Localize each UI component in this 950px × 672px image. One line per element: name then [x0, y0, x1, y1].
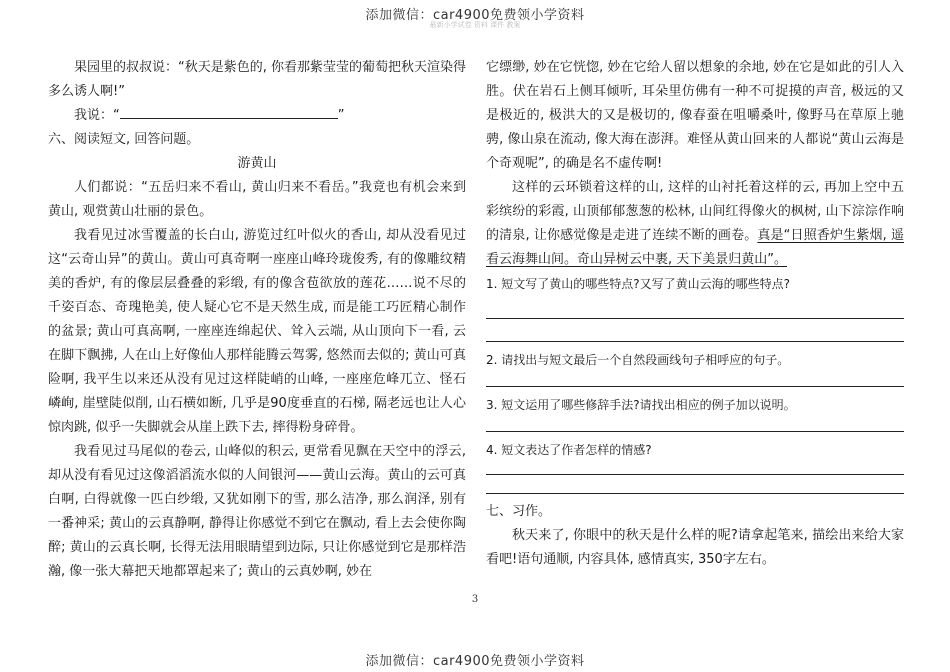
question-2: 2. 请找出与短文最后一个自然段画线句子相呼应的句子。	[486, 353, 790, 367]
question-3: 3. 短文运用了哪些修辞手法?请找出相应的例子加以说明。	[486, 398, 796, 412]
answer-blank[interactable]	[120, 104, 338, 119]
fill-prefix: 我说：“	[74, 108, 120, 123]
question-4: 4. 短文表达了作者怎样的情感?	[486, 443, 652, 457]
answer-line-1a[interactable]	[486, 318, 904, 319]
article-paragraph-4	[486, 176, 904, 272]
fill-suffix: ”	[337, 108, 345, 123]
answer-line-4a[interactable]	[486, 474, 904, 475]
page-number: 3	[471, 594, 479, 605]
question-1: 1. 短文写了黄山的哪些特点?又写了黄山云海的哪些特点?	[486, 277, 791, 291]
paragraph-4-text: 这样的云环锁着这样的山, 这样的山衬托着这样的云, 再加上空中五彩缤纷的彩霞, 山顶郁郁葱葱的松林, 山间红得像火的枫树, 山下淙淙作响的清泉, 让你感觉像是走进了连续不断的画卷。	[486, 180, 904, 243]
section-seven-heading: 七、习作。	[486, 504, 552, 519]
writing-prompt: 秋天来了, 你眼中的秋天是什么样的呢?请拿起笔来, 描绘出来给大家看吧!语句通顺, 内容具体, 感情真实, 350字左右。	[486, 528, 904, 567]
section-six-heading: 六、阅读短文, 回答问题。	[48, 132, 200, 147]
article-title: 游黄山	[237, 156, 277, 171]
fill-in-line	[48, 104, 466, 128]
article-paragraph-3: 我看见过马尾似的卷云, 山峰似的积云, 更常看见飘在天空中的浮云, 却从没有看见过这像滔滔流水似的人间银河——黄山云海。黄山的云可真白啊, 白得就像一匹白纱缎, 又犹如刚下的雪, 那么洁净, 那么润泽, 别有一番神采; 黄山的云真静啊, 静得让你感觉不到它在飘动, 看上去会使你陶醉; 黄山的云真长啊, 长得无法用眼睛望到边际, 只让你感觉到它是那样浩瀚, 像一张大幕把天地都罩起来了; 黄山的云真妙啊, 妙在	[48, 444, 466, 579]
watermark-top: 添加微信：car4900免费领小学资料	[365, 8, 585, 23]
answer-line-3[interactable]	[486, 431, 904, 432]
answer-line-2[interactable]	[486, 386, 904, 387]
article-paragraph-1: 人们都说：“五岳归来不看山, 黄山归来不看岳。”我竟也有机会来到黄山, 观赏黄山壮丽的景色。	[48, 180, 466, 219]
watermark-bottom: 添加微信：car4900免费领小学资料	[365, 654, 585, 669]
article-paragraph-3-cont: 它缥缈, 妙在它恍惚, 妙在它给人留以想象的余地, 妙在它是如此的引人入胜。伏在岩石上侧耳倾听, 耳朵里仿佛有一种不可捉摸的声音, 极远的又是极近的, 极洪大的又是极切的, 像春蚕在咀嚼桑叶, 像野马在草原上驰骋, 像山泉在流动, 像大海在澎湃。难怪从黄山回来的人都说“黄山云海是个奇观呢”, 的确是名不虚传啊!	[486, 60, 904, 171]
left-column	[48, 56, 466, 584]
right-column	[486, 56, 904, 572]
answer-line-4b[interactable]	[486, 493, 904, 494]
left-paragraph-1: 果园里的叔叔说：“秋天是紫色的, 你看那紫莹莹的葡萄把秋天渲染得多么诱人啊!”	[48, 60, 466, 99]
underlined-sentence: 真是“日照香炉生紫烟, 遥看云海舞山间。奇山异树云中裹, 天下美景归黄山”。	[486, 228, 905, 267]
answer-line-1b[interactable]	[486, 341, 904, 342]
article-paragraph-2: 我看见过冰雪覆盖的长白山, 游览过红叶似火的香山, 却从没看见过这“云奇山异”的黄山。黄山可真奇啊一座座山峰玲珑俊秀, 有的像雕纹精美的香炉, 有的像层层叠叠的彩缎, 有的像含苞欲放的莲花……说不尽的千姿百态、奇瑰艳美, 使人疑心它不是天然生成, 而是能工巧匠精心制作的盆景; 黄山可真高啊, 一座座连绵起伏、耸入云端, 从山顶向下一看, 云在脚下飘拂, 人在山上好像仙人那样能腾云驾雾, 悠然而去似的; 黄山可真险啊, 我平生以来还从没有见过这样陡峭的山峰, 一座座危峰兀立、怪石嶙峋, 崖壁陡似削, 山石横如断, 几乎是90度垂直的石梯, 隔老远也让人心惊肉跳, 似乎一失脚就会从崖上跌下去, 摔得粉身碎骨。	[48, 228, 466, 435]
faint-header: 最新小学试卷 资料 课件 教案	[429, 21, 521, 29]
